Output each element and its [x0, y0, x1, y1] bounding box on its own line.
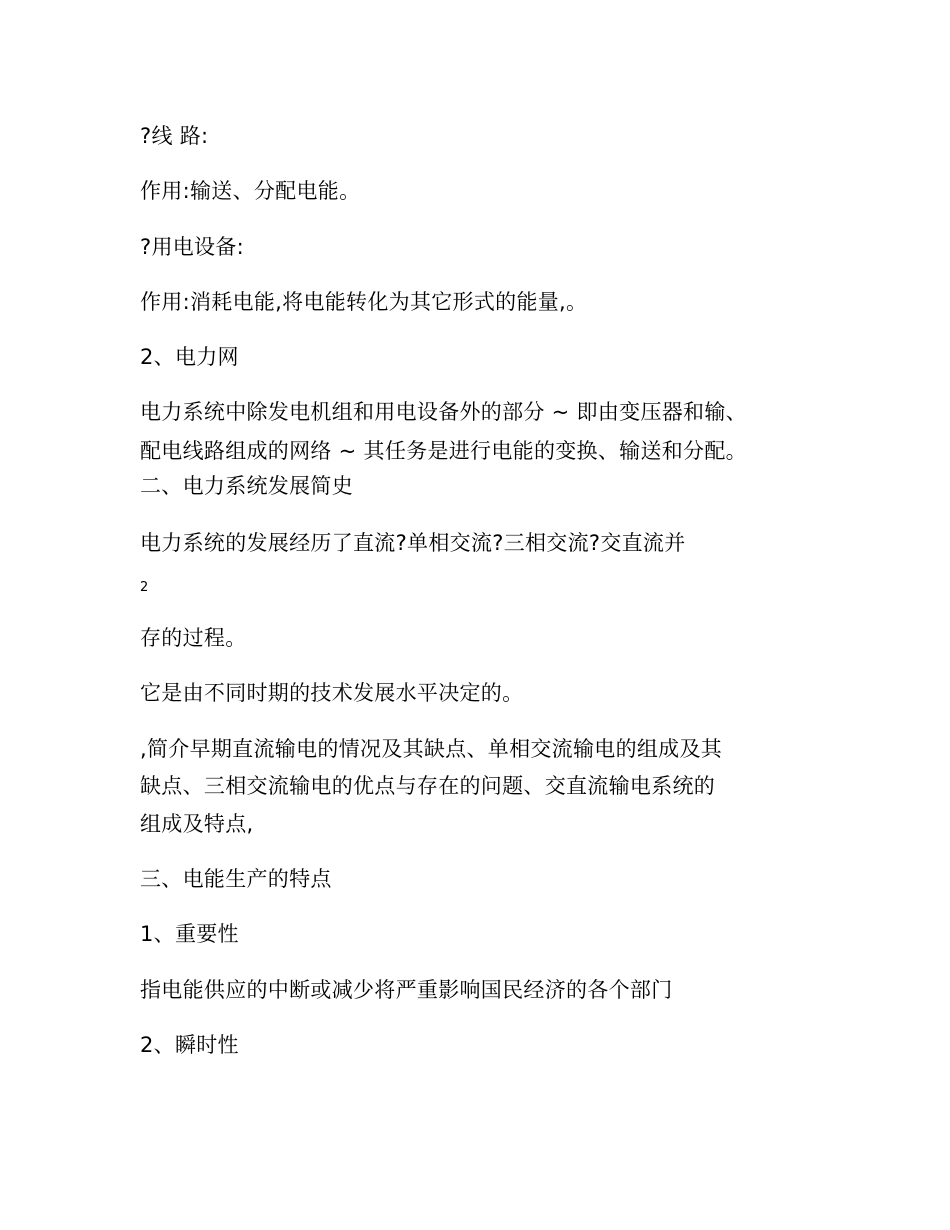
text-line-15: 组成及特点, — [140, 812, 254, 836]
page-number: 2 — [140, 580, 149, 595]
text-line-13: ,简介早期直流输电的情况及其缺点、单相交流输电的组成及其 — [140, 737, 723, 761]
text-line-11: 存的过程。 — [140, 626, 247, 650]
text-line-9: 电力系统的发展经历了直流?单相交流?三相交流?交直流并 — [140, 531, 686, 555]
section-heading-power-grid: 2、电力网 — [140, 345, 239, 369]
text-line-3: ?用电设备: — [140, 235, 245, 259]
text-line-6: 电力系统中除发电机组和用电设备外的部分 ~ 即由变压器和输、 — [140, 400, 747, 424]
section-heading-history: 二、电力系统发展简史 — [140, 474, 353, 498]
text-line-4: 作用:消耗电能,将电能转化为其它形式的能量,。 — [140, 290, 588, 314]
text-line-14: 缺点、三相交流输电的优点与存在的问题、交直流输电系统的 — [140, 774, 716, 798]
text-line-18: 指电能供应的中断或减少将严重影响国民经济的各个部门 — [140, 978, 673, 1002]
text-line-7: 配电线路组成的网络 ~ 其任务是进行电能的变换、输送和分配。 — [140, 439, 747, 463]
subheading-importance: 1、重要性 — [140, 922, 239, 946]
section-heading-features: 三、电能生产的特点 — [140, 867, 332, 891]
text-line-2: 作用:输送、分配电能。 — [140, 179, 361, 203]
text-line-1: ?线 路: — [140, 124, 209, 148]
text-line-12: 它是由不同时期的技术发展水平决定的。 — [140, 681, 524, 705]
subheading-instantaneity: 2、瞬时性 — [140, 1033, 239, 1057]
